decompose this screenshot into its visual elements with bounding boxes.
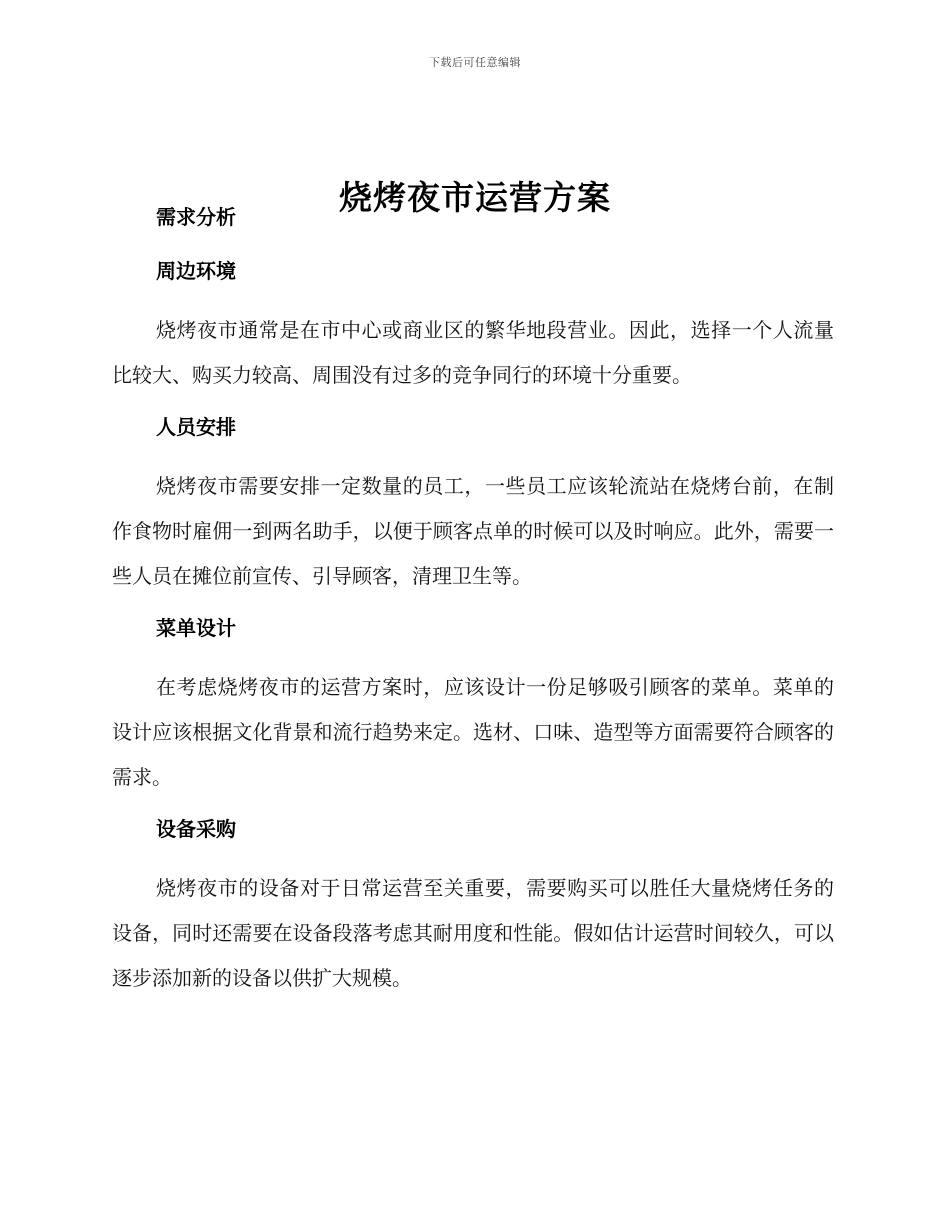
section-heading-needs-analysis: 需求分析 xyxy=(156,205,236,229)
section-heading-staffing: 人员安排 xyxy=(156,415,236,439)
document-body xyxy=(112,200,834,1013)
section-heading-surroundings: 周边环境 xyxy=(156,259,236,283)
header-note: 下载后可任意编辑 xyxy=(429,56,521,69)
section-paragraph-staffing: 烧烤夜市需要安排一定数量的员工，一些员工应该轮流站在烧烤台前，在制作食物时雇佣一到两名助手，以便于顾客点单的时候可以及时响应。此外，需要一些人员在摊位前宣传、引导顾客，清理卫生等。 xyxy=(112,474,834,588)
section-paragraph-surroundings: 烧烤夜市通常是在市中心或商业区的繁华地段营业。因此，选择一个人流量比较大、购买力较高、周围没有过多的竞争同行的环境十分重要。 xyxy=(112,318,834,387)
section-heading-menu-design: 菜单设计 xyxy=(156,616,236,640)
section-heading-equipment: 设备采购 xyxy=(156,817,236,841)
document-title: 烧烤夜市运营方案 xyxy=(339,178,611,218)
section-paragraph-equipment: 烧烤夜市的设备对于日常运营至关重要，需要购买可以胜任大量烧烤任务的设备，同时还需要在设备段落考虑其耐用度和性能。假如估计运营时间较久，可以逐步添加新的设备以供扩大规模。 xyxy=(112,876,834,990)
section-paragraph-menu-design: 在考虑烧烤夜市的运营方案时，应该设计一份足够吸引顾客的菜单。菜单的设计应该根据文化背景和流行趋势来定。选材、口味、造型等方面需要符合顾客的需求。 xyxy=(112,675,834,789)
